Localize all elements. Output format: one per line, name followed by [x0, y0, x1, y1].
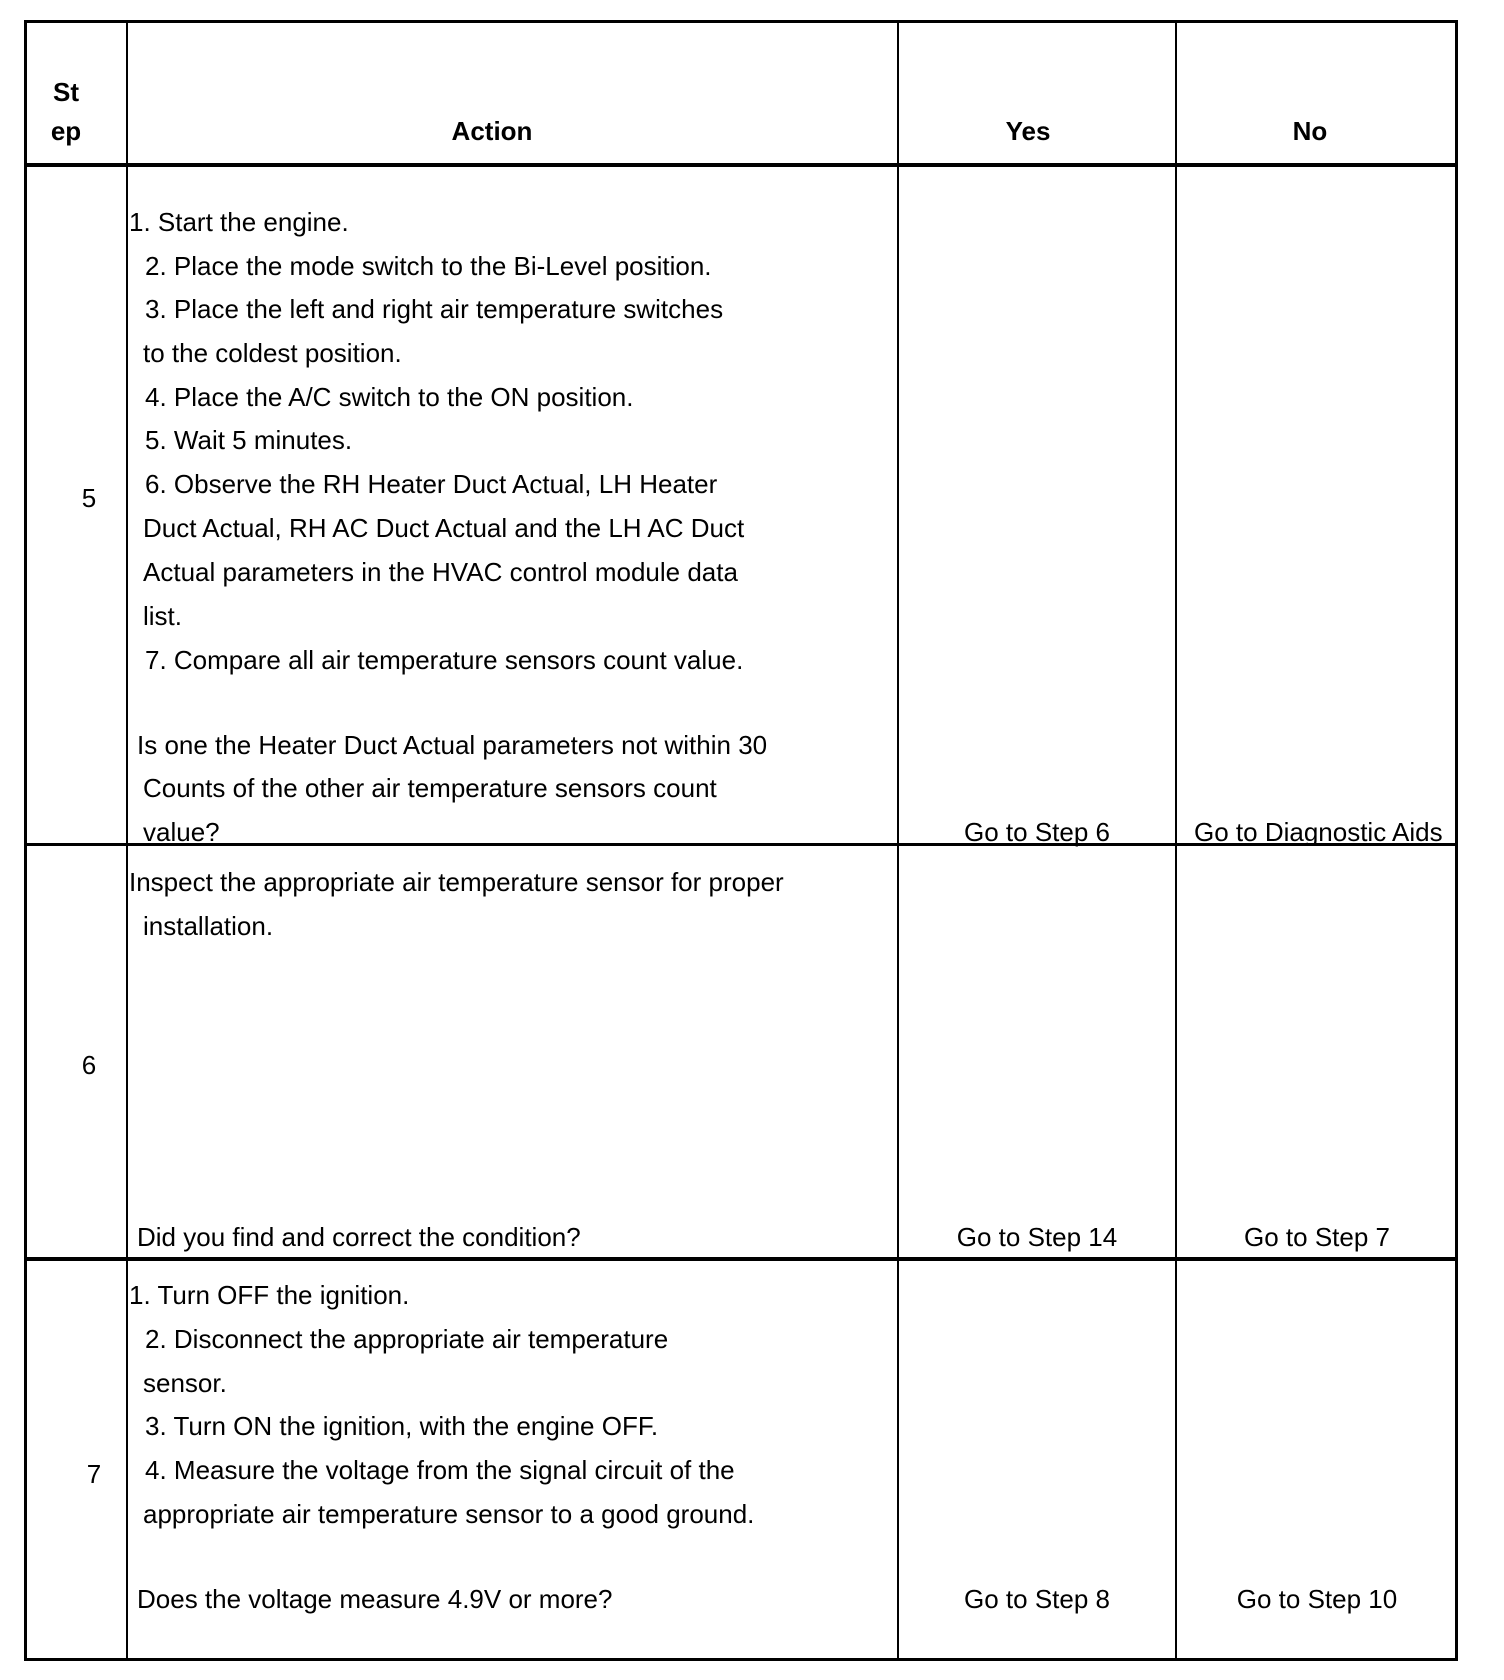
no-cell — [1176, 1259, 1458, 1659]
action-cell — [127, 845, 898, 1259]
header-action — [127, 20, 898, 165]
action-cell — [127, 1259, 898, 1659]
question-line: Did you find and correct the condition? — [137, 1222, 581, 1252]
header-step-line1: St — [53, 77, 79, 107]
action-line: 4. Place the A/C switch to the ON position. — [145, 382, 634, 412]
header-row — [24, 20, 1458, 165]
yes-cell — [898, 165, 1176, 845]
action-line: 2. Place the mode switch to the Bi-Level position. — [145, 251, 712, 281]
action-line: 1. Turn OFF the ignition. — [129, 1280, 410, 1310]
table-row-step-7 — [24, 1259, 1458, 1659]
question-line: Counts of the other air temperature sensors count — [143, 773, 717, 803]
no-cell — [1176, 165, 1458, 845]
action-line: installation. — [143, 911, 274, 941]
header-step — [24, 20, 127, 165]
header-action-label: Action — [451, 116, 533, 146]
action-line: Duct Actual, RH AC Duct Actual and the LH AC Duct — [143, 513, 745, 543]
header-no — [1176, 20, 1458, 165]
step-number: 6 — [81, 1050, 97, 1080]
action-line: Actual parameters in the HVAC control module data — [143, 557, 738, 587]
yes-result: Go to Step 6 — [964, 817, 1110, 847]
no-result: Go to Step 10 — [1236, 1584, 1398, 1614]
action-line: 1. Start the engine. — [129, 207, 349, 237]
yes-cell — [898, 1259, 1176, 1659]
no-result: Go to Step 7 — [1244, 1222, 1390, 1252]
action-line: sensor. — [143, 1368, 227, 1398]
header-yes-label: Yes — [1005, 116, 1051, 146]
yes-result: Go to Step 8 — [964, 1584, 1110, 1614]
step-number-cell — [24, 165, 127, 845]
table-row-step-5 — [24, 165, 1458, 845]
no-result: Go to Diagnostic Aids — [1194, 817, 1443, 845]
action-line: 5. Wait 5 minutes. — [145, 425, 353, 455]
header-no-label: No — [1292, 116, 1328, 146]
action-line: 6. Observe the RH Heater Duct Actual, LH Heater — [145, 469, 718, 499]
table-row-step-6 — [24, 845, 1458, 1259]
step-number-cell — [24, 1259, 127, 1659]
no-cell — [1176, 845, 1458, 1259]
action-line: 2. Disconnect the appropriate air temperature — [145, 1324, 669, 1354]
action-line: 3. Turn ON the ignition, with the engine OFF. — [145, 1411, 659, 1441]
diagnostic-table — [24, 20, 1458, 1661]
action-line: Inspect the appropriate air temperature sensor for proper — [129, 867, 784, 897]
yes-cell — [898, 845, 1176, 1259]
question-line: Does the voltage measure 4.9V or more? — [137, 1584, 613, 1614]
header-step-line2: ep — [50, 116, 82, 146]
action-line: 4. Measure the voltage from the signal circuit of the — [145, 1455, 735, 1485]
action-line: appropriate air temperature sensor to a good ground. — [143, 1499, 755, 1529]
question-line: Is one the Heater Duct Actual parameters not within 30 — [137, 730, 768, 760]
action-cell — [127, 165, 898, 845]
step-number: 7 — [86, 1459, 102, 1489]
action-line: list. — [143, 601, 182, 631]
yes-result: Go to Step 14 — [956, 1222, 1118, 1252]
question-line: value? — [143, 817, 220, 847]
action-line: 3. Place the left and right air temperature switches — [145, 294, 724, 324]
action-line: to the coldest position. — [143, 338, 402, 368]
action-line: 7. Compare all air temperature sensors count value. — [145, 645, 744, 675]
step-number-cell — [24, 845, 127, 1259]
step-number: 5 — [81, 483, 97, 513]
header-yes — [898, 20, 1176, 165]
